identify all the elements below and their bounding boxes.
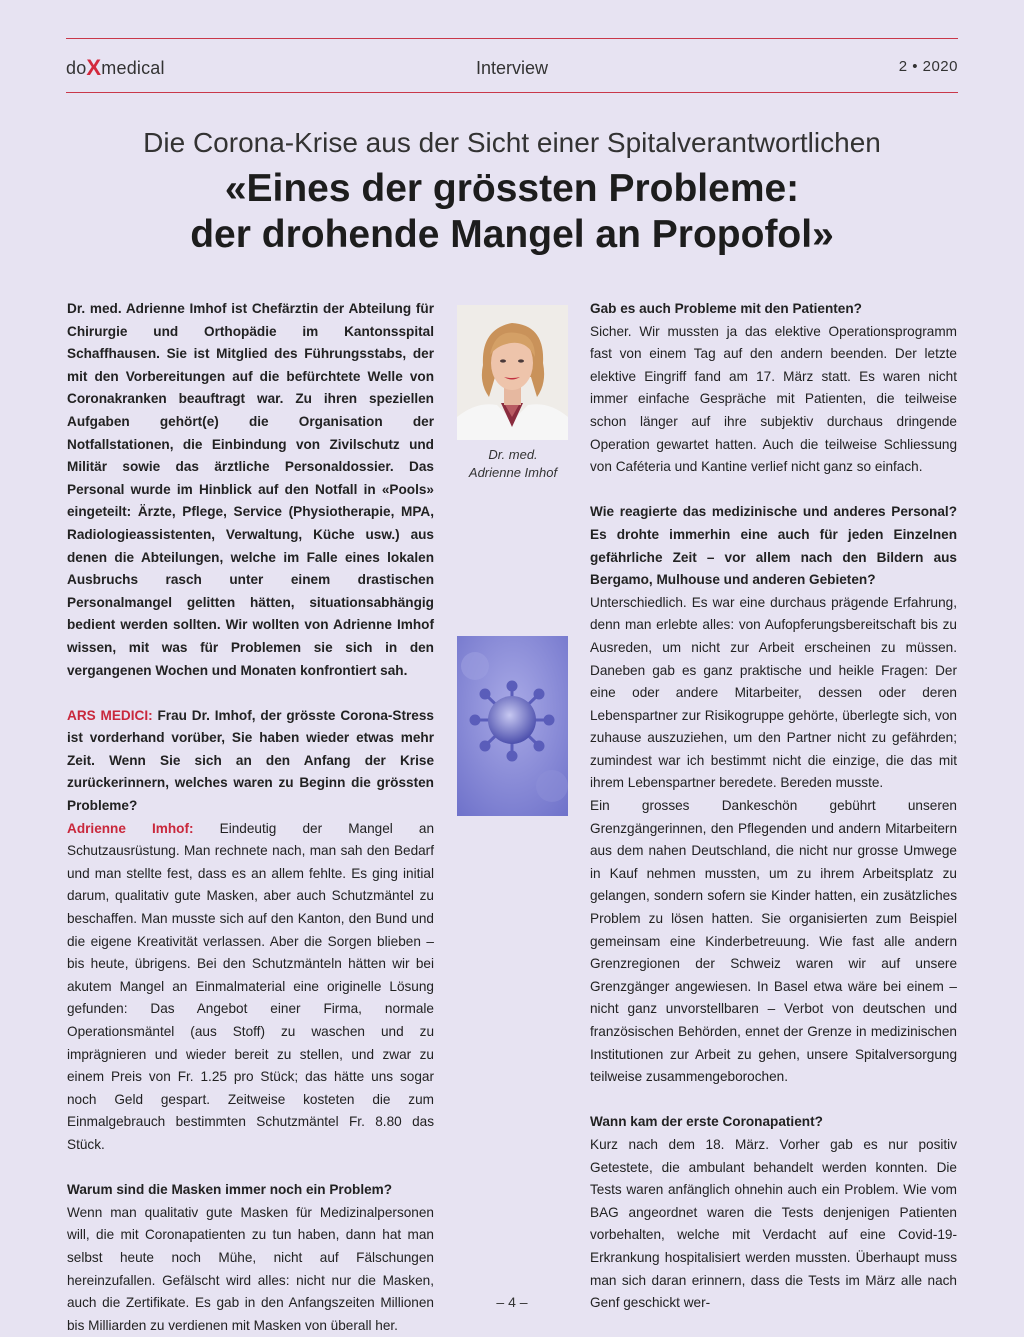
coronavirus-illustration <box>457 636 568 816</box>
answer-2: Wenn man qualitativ gute Masken für Medizinalpersonen will, die mit Coronapatienten zu tun haben, dann hat man selbst heute noch Mühe, nicht auf Fälschungen hereinzufallen. Gefälscht wird alles: nicht nur die Masken, auch die Zertifikate. Es gab in den Anfangszeiten Millionen bis Milliarden zu verdienen mit Masken von überall her. <box>67 1204 434 1333</box>
page-number: – 4 – <box>496 1294 528 1310</box>
article-subtitle: Die Corona-Krise aus der Sicht einer Spitalverantwortlichen <box>143 127 881 158</box>
coronavirus-image <box>457 636 568 816</box>
answer-5: Kurz nach dem 18. März. Vorher gab es nur positiv Getestete, die ambulant behandelt werden konnten. Die Tests waren anfänglich ohnehin auch ein Problem. Wie vom BAG angeordnet waren die Tests denjenigen Patienten vorbehalten, welche mit Verdacht auf eine Covid-19-Erkrankung hospitalisiert werden mussten. Überhaupt muss man sich daran erinnern, dass die Tests im März alle nach Genf geschickt wer- <box>590 1136 957 1311</box>
headline-line-1: «Eines der grössten Probleme: <box>224 167 800 210</box>
answer-4a: Unterschiedlich. Es war eine durchaus prägende Erfahrung, denn man erlebte alles: von Aufopferungsbereitschaft bis zu Ausreden, um nicht zur Arbeit erscheinen zu müssen. Daneben gab es ganz praktische und heikle Fragen: Der eine oder andere Mitarbeiter, dessen oder deren Lebenspartner zur Risikogruppe gehörte, überlegte sich, von zuhause auszuziehen, um den Partner nicht zu gefährden; zumindest war ich bestimmt nicht die einzige, die das mit ihrem Lebenspartner beredete. Bereden musste. <box>590 594 957 791</box>
headline-line-2: der drohende Mangel an Propofol» <box>190 213 834 256</box>
article-headline <box>0 166 1024 258</box>
caption-line-2: Adrienne Imhof <box>468 465 558 480</box>
right-column <box>590 298 957 1315</box>
left-column <box>67 298 434 1337</box>
portrait-illustration <box>457 305 568 440</box>
answer-3: Sicher. Wir mussten ja das elektive Operationsprogramm fast von einem Tag auf den andern beenden. Der letzte elektive Eingriff fand am 17. März statt. Es waren nicht immer einfache Gespräche mit Patienten, die teilweise schon länger auf ihre subjektiv durchaus dringende Operation gewartet hatten. Auch die teilweise Schliessung von Caféteria und Kantine verlief nicht ganz so einfach. <box>590 323 957 475</box>
portrait-photo <box>457 305 568 440</box>
interviewee-label: Adrienne Imhof: <box>67 820 194 836</box>
question-1 <box>67 705 434 818</box>
section-label: Interview <box>475 58 549 78</box>
lead-paragraph: Dr. med. Adrienne Imhof ist Chefärztin der Abteilung für Chirurgie und Orthopädie im Kantonsspital Schaffhausen. Sie ist Mitglied des Führungsstabs, der mit den Vorbereitungen auf die befürchtete Welle von Coronakranken beauftragt war. Zu ihren speziellen Aufgaben gehört(e) die Organisation der Notfallstationen, die Einbindung von Zivilschutz und Militär sowie das ärztliche Personaldossier. Das Personal wurde im Hinblick auf den Notfall in «Pools» eingeteilt: Ärzte, Pflege, Service (Physiotherapie, MPA, Radiologieassistenten, Verwaltung, Küche usw.) aus denen die Abteilungen, welche im Falle eines lokalen Ausbruchs rasch unter einem drastischen Personalmangel gelitten hätten, situationsabhängig bedient werden sollten. Wir wollten von Adrienne Imhof wissen, mit was für Problemen sie sich in den vergangenen Wochen und Monaten konfrontiert sah. <box>67 301 434 678</box>
question-5: Wann kam der erste Coronapatient? <box>590 1114 823 1130</box>
top-rule <box>66 38 958 39</box>
answer-1-text: Eindeutig der Mangel an Schutzausrüstung. Man rechnete nach, man sah den Bedarf und man stellte fest, dass es an allem fehlte. Es ging initial darum, qualitativ gute Masken, aber auch Schutzmäntel zu beschaffen. Man musste sich auf den Kanton, den Bund und die eigene Kreativität verlassen. Aber die Sorgen blieben – bis heute, übrigens. Bei den Schutzmänteln hätten wir bei akutem Mangel an Einmalmaterial eine originelle Lösung gefunden: Das Angebot einer Firma, normale Operationsmäntel (aus Stoff) zu waschen und zu imprägnieren und wieder bereit zu stellen, und zwar zu einem Preis von Fr. 1.25 pro Stück; das hätte uns sogar noch Geld gespart. Zeitweise kosteten die zum Einmalgebrauch bestimmten Schutzmäntel Fr. 8.80 das Stück. <box>67 820 434 1152</box>
issue-number: 2 • 2020 <box>898 58 958 75</box>
question-4: Wie reagierte das medizinische und anderes Personal? Es drohte immerhin eine auch für jeden Einzelnen gefährliche Zeit – vor allem nach den Bildern aus Bergamo, Mulhouse und anderen Gebieten? <box>590 504 957 588</box>
header-bottom-rule <box>66 92 958 93</box>
logo-text-right: medical <box>101 58 165 78</box>
question-1-text: Frau Dr. Imhof, der grösste Corona-Stress ist vorderhand vorüber, Sie haben wieder etwas mehr Zeit. Wenn Sie sich an den Anfang der Krise zurückerinnern, welches waren zu Beginn die grössten Probleme? <box>67 707 434 814</box>
logo-x-mark: X <box>86 55 102 80</box>
question-2: Warum sind die Masken immer noch ein Problem? <box>67 1182 393 1198</box>
question-3: Gab es auch Probleme mit den Patienten? <box>590 301 862 316</box>
interviewer-label: ARS MEDICI: <box>67 707 153 723</box>
caption-line-1: Dr. med. <box>488 447 538 462</box>
answer-1 <box>67 818 434 1157</box>
answer-4b: Ein grosses Dankeschön gebührt unseren Grenzgängerinnen, den Pflegenden und andern Mitarbeitern aus dem nahen Deutschland, die nicht nur grosse Umwege in Kauf nehmen mussten, um zu ihrem Arbeitsplatz zu gelangen, sondern sofern sie Kinder hatten, ein zusätzliches Problem zu lösen hatten. Sie organisierten zum Beispiel gemeinsam eine Kinderbetreuung. Wie fast alle andern Grenzregionen der Schweiz waren wir auf unsere Grenzgänger angewiesen. In Basel etwa wäre bei einem – nicht ganz unvorstellbaren – Verbot von deutschen und französischen Behörden, ennet der Grenze in medizinischen Institutionen zur Arbeit zu gehen, unsere Spitalversorgung teilweise zusammengeborochen. <box>590 798 957 1085</box>
portrait-caption <box>448 446 578 482</box>
logo-text-left: do <box>66 58 87 78</box>
